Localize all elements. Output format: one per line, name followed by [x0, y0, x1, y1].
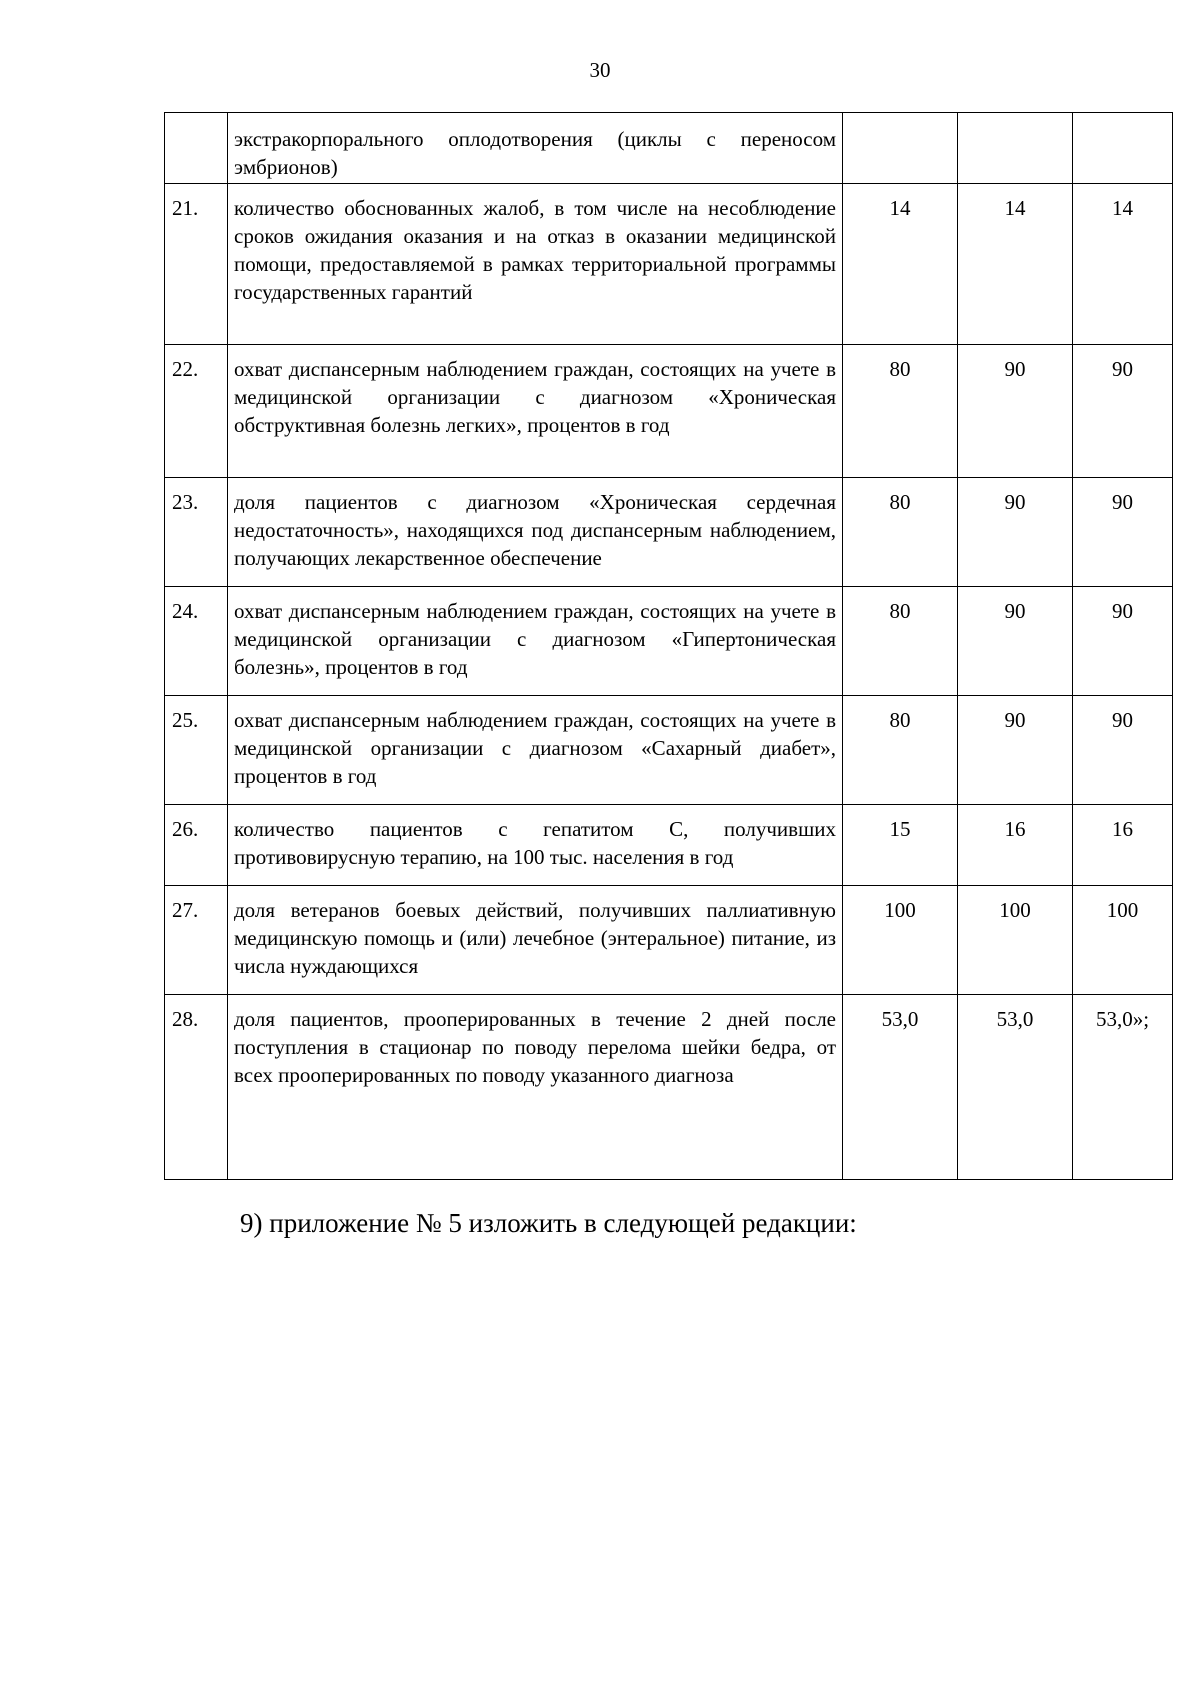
row-value-3: 90 — [1073, 696, 1173, 805]
row-value-1: 53,0 — [843, 995, 958, 1180]
table-row — [165, 886, 1173, 995]
row-number: 23. — [165, 478, 228, 587]
row-number: 22. — [165, 345, 228, 478]
row-value-3: 53,0»; — [1073, 995, 1173, 1180]
row-description: охват диспансерным наблюдением граждан, состоящих на учете в медицинской организации с диагнозом «Сахарный диабет», процентов в год — [228, 696, 843, 805]
row-number: 27. — [165, 886, 228, 995]
row-value-2: 90 — [958, 478, 1073, 587]
row-value-3: 90 — [1073, 478, 1173, 587]
row-value-1: 15 — [843, 805, 958, 886]
row-value-1: 80 — [843, 587, 958, 696]
table-row — [165, 587, 1173, 696]
table-row — [165, 995, 1173, 1180]
row-description: количество пациентов с гепатитом С, получивших противовирусную терапию, на 100 тыс. населения в год — [228, 805, 843, 886]
row-value-1: 100 — [843, 886, 958, 995]
table-row — [165, 805, 1173, 886]
row-description: количество обоснованных жалоб, в том числе на несоблюдение сроков ожидания оказания и на отказ в оказании медицинской помощи, предоставляемой в рамках территориальной программы государственных гарантий — [228, 184, 843, 345]
row-value-2: 14 — [958, 184, 1073, 345]
row-value-3: 14 — [1073, 184, 1173, 345]
row-value-2: 90 — [958, 345, 1073, 478]
row-value-2: 100 — [958, 886, 1073, 995]
row-value-2: 16 — [958, 805, 1073, 886]
row-number: 25. — [165, 696, 228, 805]
row-description: доля пациентов, прооперированных в течение 2 дней после поступления в стационар по поводу перелома шейки бедра, от всех прооперированных по поводу указанного диагноза — [228, 995, 843, 1180]
instruction-paragraph: 9) приложение № 5 изложить в следующей редакции: — [240, 1208, 857, 1238]
row-value-2: 53,0 — [958, 995, 1073, 1180]
row-value-3 — [1073, 113, 1173, 184]
table-row — [165, 696, 1173, 805]
row-number: 26. — [165, 805, 228, 886]
table-row — [165, 113, 1173, 184]
row-value-3: 90 — [1073, 345, 1173, 478]
row-number: 28. — [165, 995, 228, 1180]
row-value-3: 100 — [1073, 886, 1173, 995]
row-value-3: 90 — [1073, 587, 1173, 696]
row-value-1: 80 — [843, 478, 958, 587]
row-value-2: 90 — [958, 696, 1073, 805]
row-value-1: 80 — [843, 696, 958, 805]
indicators-table — [164, 112, 1173, 1180]
row-value-1: 14 — [843, 184, 958, 345]
row-value-2 — [958, 113, 1073, 184]
row-value-3: 16 — [1073, 805, 1173, 886]
row-number: 21. — [165, 184, 228, 345]
page-number: 30 — [589, 58, 611, 82]
row-description: экстракорпорального оплодотворения (циклы с переносом эмбрионов) — [228, 113, 843, 184]
row-description: доля пациентов с диагнозом «Хроническая сердечная недостаточность», находящихся под диспансерным наблюдением, получающих лекарственное обеспечение — [228, 478, 843, 587]
table-row — [165, 345, 1173, 478]
row-description: доля ветеранов боевых действий, получивших паллиативную медицинскую помощь и (или) лечебное (энтеральное) питание, из числа нуждающихся — [228, 886, 843, 995]
row-number: 24. — [165, 587, 228, 696]
table-row — [165, 478, 1173, 587]
row-value-2: 90 — [958, 587, 1073, 696]
row-value-1 — [843, 113, 958, 184]
row-description: охват диспансерным наблюдением граждан, состоящих на учете в медицинской организации с диагнозом «Гипертоническая болезнь», процентов в год — [228, 587, 843, 696]
row-value-1: 80 — [843, 345, 958, 478]
table-row — [165, 184, 1173, 345]
row-description: охват диспансерным наблюдением граждан, состоящих на учете в медицинской организации с диагнозом «Хроническая обструктивная болезнь легких», процентов в год — [228, 345, 843, 478]
row-number — [165, 113, 228, 184]
